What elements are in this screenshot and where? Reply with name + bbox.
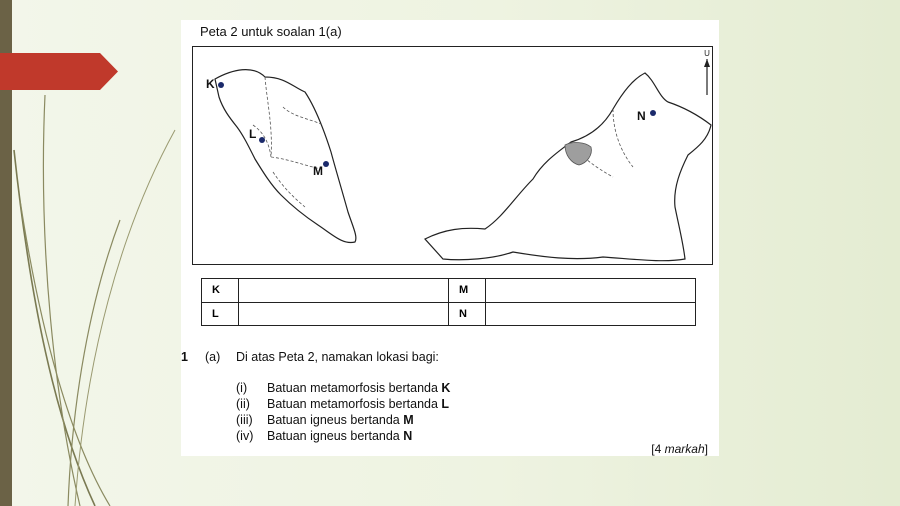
table-label-cell: N xyxy=(449,302,486,326)
peninsular-outline xyxy=(215,70,356,243)
table-label-cell: L xyxy=(202,302,239,326)
malaysia-map xyxy=(192,46,713,265)
question-number: 1 xyxy=(181,350,188,364)
table-row xyxy=(202,279,696,303)
answer-cell-m[interactable] xyxy=(486,279,696,303)
point-label-m: M xyxy=(313,164,323,178)
sub-question-number: (iv) xyxy=(236,429,254,443)
point-l-dot xyxy=(259,137,265,143)
sub-question-text: Batuan igneus bertanda M xyxy=(267,413,414,427)
title-arrow-shape xyxy=(0,53,118,90)
sub-question-number: (iii) xyxy=(236,413,253,427)
table-row xyxy=(202,302,696,326)
sub-question-number: (i) xyxy=(236,381,248,395)
question-part: (a) xyxy=(205,350,221,364)
point-m-dot xyxy=(323,161,329,167)
map-drawing xyxy=(193,47,713,265)
point-n-dot xyxy=(650,110,656,116)
answer-cell-l[interactable] xyxy=(239,302,449,326)
point-k-dot xyxy=(218,82,224,88)
question-stem: Di atas Peta 2, namakan lokasi bagi: xyxy=(236,350,439,364)
point-label-n: N xyxy=(637,109,646,123)
map-title: Peta 2 untuk soalan 1(a) xyxy=(200,24,342,39)
sub-question-text: Batuan metamorfosis bertanda L xyxy=(267,397,450,411)
exam-question-sheet xyxy=(181,20,719,456)
marks-allocation: [4 markah] xyxy=(651,442,708,456)
sub-question-text: Batuan metamorfosis bertanda K xyxy=(267,381,451,395)
answer-table xyxy=(201,278,696,326)
sub-question-text: Batuan igneus bertanda N xyxy=(267,429,413,443)
point-label-k: K xyxy=(206,77,215,91)
borneo-outline xyxy=(425,73,711,261)
compass-north-label: U xyxy=(704,49,710,58)
answer-cell-k[interactable] xyxy=(239,279,449,303)
table-label-cell: K xyxy=(202,279,239,303)
brunei-shade xyxy=(565,143,591,165)
table-label-cell: M xyxy=(449,279,486,303)
sub-question-number: (ii) xyxy=(236,397,250,411)
answer-cell-n[interactable] xyxy=(486,302,696,326)
point-label-l: L xyxy=(249,127,257,141)
